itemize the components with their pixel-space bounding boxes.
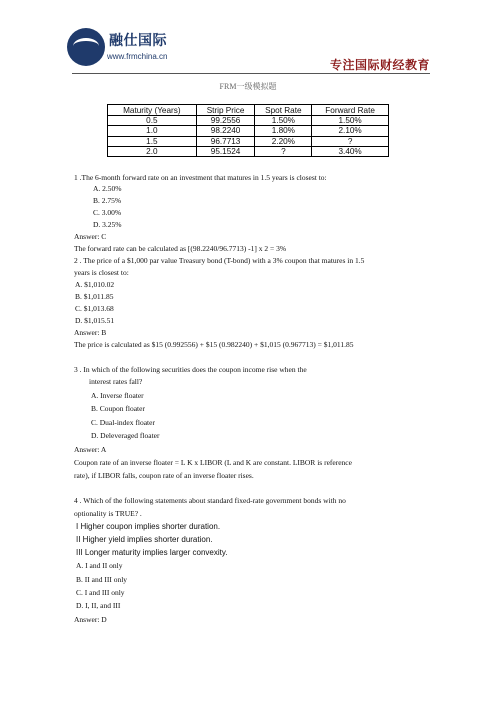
brand-url: www.frmchina.cn bbox=[107, 52, 168, 61]
option-c: C. I and III only bbox=[76, 588, 125, 597]
option-d: D. Deleveraged floater bbox=[91, 431, 160, 440]
option-d: D. I, II, and III bbox=[76, 601, 121, 610]
option-a: A. 2.50% bbox=[93, 184, 122, 193]
document-title: FRM一级模拟题 bbox=[219, 82, 277, 91]
slogan: 专注国际财经教育 bbox=[329, 58, 430, 72]
brand-name: 融仕国际 bbox=[109, 33, 167, 49]
explanation-3: Coupon rate of an inverse floater = L K x LIBOR (L and K are constant. LIBOR is reference bbox=[74, 458, 352, 467]
explanation-1: The forward rate can be calculated as [(98.2240/96.7713) -1] x 2 = 3% bbox=[74, 244, 287, 253]
statement-ii: II Higher yield implies shorter duration. bbox=[76, 535, 213, 544]
table-cell: ? bbox=[255, 146, 312, 156]
table-cell: 3.40% bbox=[312, 146, 389, 156]
question-4-text-cont: optionality is TRUE? . bbox=[74, 509, 142, 518]
rates-table bbox=[107, 104, 389, 157]
table-header-cell: Spot Rate bbox=[255, 105, 312, 116]
table-cell: ? bbox=[312, 136, 389, 146]
option-a: A. I and II only bbox=[76, 561, 123, 570]
logo-emblem-icon bbox=[67, 28, 105, 66]
question-2-text-cont: years is closest to: bbox=[74, 268, 129, 277]
table-cell: 1.50% bbox=[312, 116, 389, 126]
table-cell: 2.20% bbox=[255, 136, 312, 146]
option-d: D. $1,015.51 bbox=[75, 316, 115, 325]
table-row bbox=[108, 136, 389, 146]
table-cell: 0.5 bbox=[108, 116, 197, 126]
option-b: B. 2.75% bbox=[93, 196, 122, 205]
question-3-text: 3 . In which of the following securities does the coupon income rise when the bbox=[74, 365, 307, 374]
option-c: C. Dual-index floater bbox=[91, 418, 155, 427]
header-divider bbox=[72, 73, 430, 74]
table-header-cell: Maturity (Years) bbox=[108, 105, 197, 116]
table-cell: 2.0 bbox=[108, 146, 197, 156]
option-b: B. $1,011.85 bbox=[75, 292, 114, 301]
option-b: B. II and III only bbox=[76, 575, 128, 584]
answer-1: Answer: C bbox=[74, 232, 107, 241]
answer-4: Answer: D bbox=[74, 615, 107, 624]
table-cell: 2.10% bbox=[312, 126, 389, 136]
statement-iii: III Longer maturity implies larger convexity. bbox=[76, 548, 228, 557]
table-cell: 1.0 bbox=[108, 126, 197, 136]
answer-3: Answer: A bbox=[74, 445, 107, 454]
table-cell: 95.1524 bbox=[196, 146, 255, 156]
table-cell: 1.5 bbox=[108, 136, 197, 146]
option-d: D. 3.25% bbox=[93, 220, 122, 229]
option-c: C. $1,013.68 bbox=[75, 304, 114, 313]
question-4-text: 4 . Which of the following statements about standard fixed-rate government bonds with no bbox=[74, 496, 346, 505]
option-b: B. Coupon floater bbox=[91, 404, 145, 413]
question-1-text: 1 .The 6-month forward rate on an investment that matures in 1.5 years is closest to: bbox=[74, 173, 327, 182]
table-cell: 99.2556 bbox=[196, 116, 255, 126]
option-a: A. Inverse floater bbox=[91, 391, 144, 400]
statement-i: I Higher coupon implies shorter duration. bbox=[76, 522, 221, 531]
table-row bbox=[108, 146, 389, 156]
option-c: C. 3.00% bbox=[93, 208, 122, 217]
option-a: A. $1,010.02 bbox=[75, 280, 115, 289]
table-cell: 1.80% bbox=[255, 126, 312, 136]
table-cell: 98.2240 bbox=[196, 126, 255, 136]
table-cell: 1.50% bbox=[255, 116, 312, 126]
question-2-text: 2 . The price of a $1,000 par value Treasury bond (T-bond) with a 3% coupon that matures in 1.5 bbox=[74, 256, 365, 265]
table-row bbox=[108, 116, 389, 126]
company-logo bbox=[67, 28, 179, 68]
table-header-cell: Forward Rate bbox=[312, 105, 389, 116]
answer-2: Answer: B bbox=[74, 328, 107, 337]
table-header-row bbox=[108, 105, 389, 116]
table-cell: 96.7713 bbox=[196, 136, 255, 146]
explanation-3-cont: rate), if LIBOR falls, coupon rate of an inverse floater rises. bbox=[74, 471, 254, 480]
table-row bbox=[108, 126, 389, 136]
question-3-text-cont: interest rates fall? bbox=[89, 377, 143, 386]
table-header-cell: Strip Price bbox=[196, 105, 255, 116]
explanation-2: The price is calculated as $15 (0.992556) + $15 (0.982240) + $1,015 (0.967713) = $1,011.85 bbox=[74, 340, 354, 349]
